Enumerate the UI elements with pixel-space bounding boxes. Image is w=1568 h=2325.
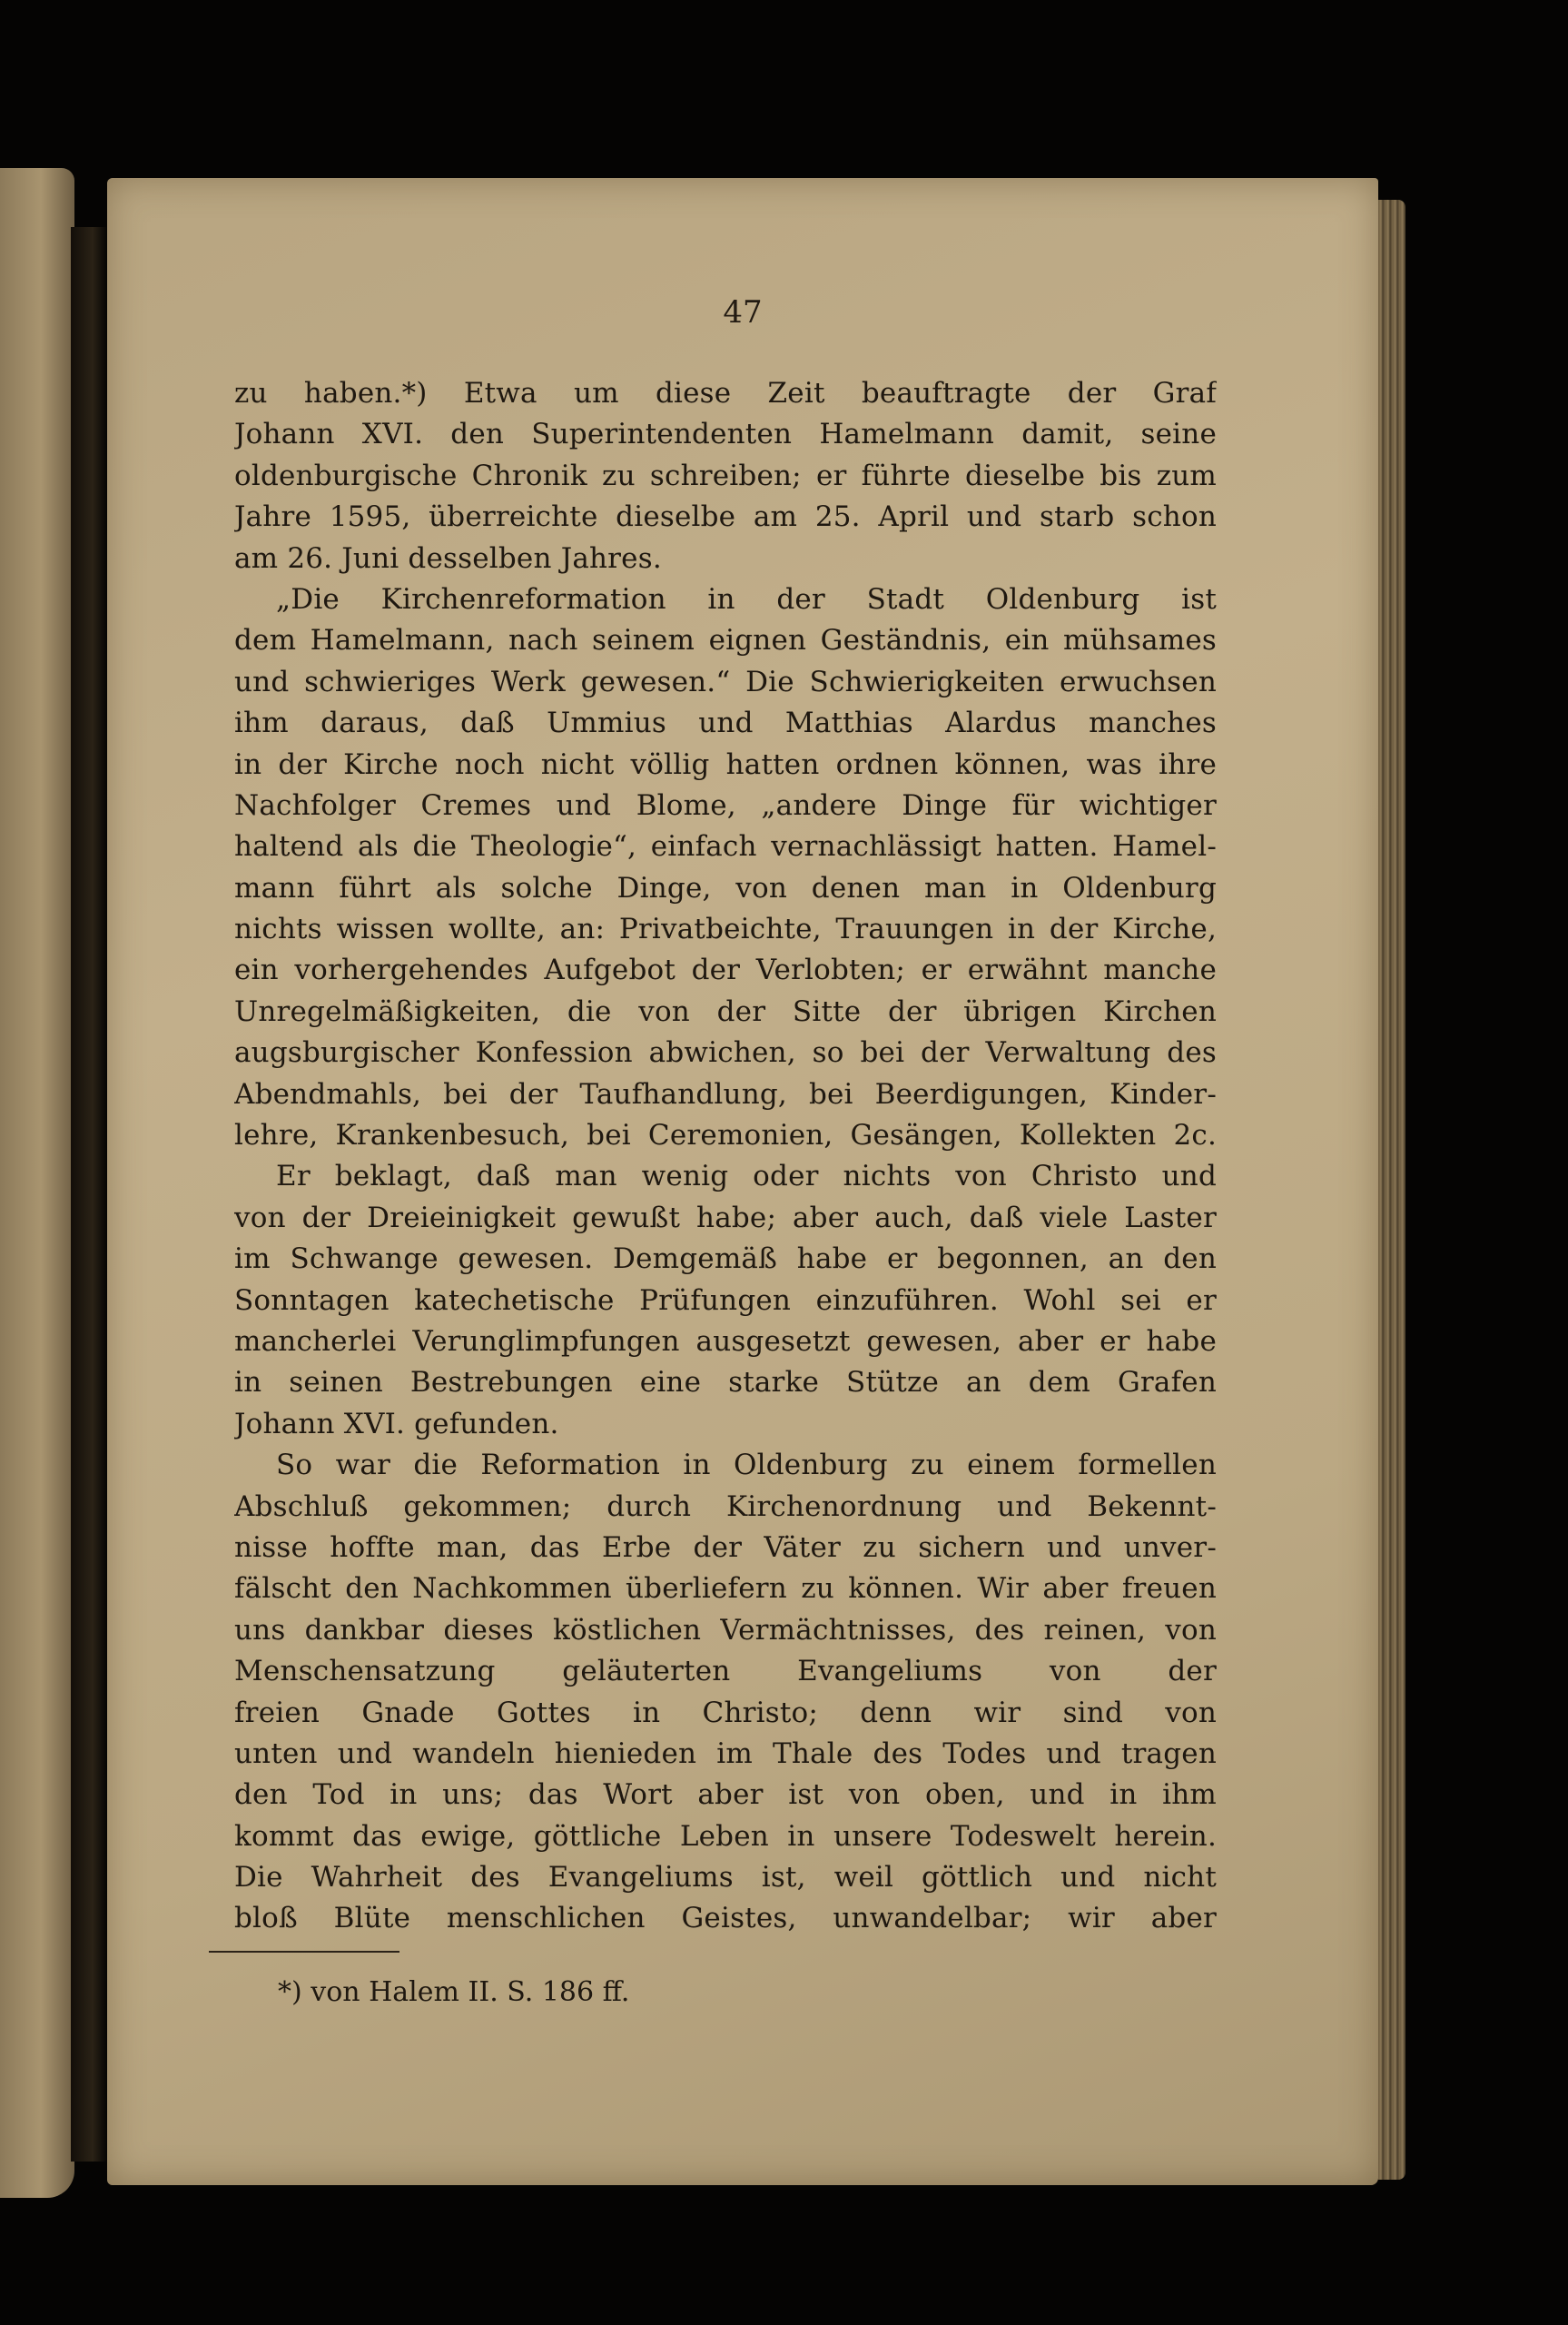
text-line: augsburgischer Konfession abwichen, so bei der Verwaltung des [234,1036,1217,1070]
text-line: in seinen Bestrebungen eine starke Stütze an dem Grafen [234,1366,1217,1400]
text-line: ihm daraus, daß Ummius und Matthias Alardus manches [234,707,1217,740]
text-line: im Schwange gewesen. Demgemäß habe er begonnen, an den [234,1242,1217,1276]
book-gutter [71,227,107,2162]
text-line: dem Hamelmann, nach seinem eignen Geständnis, ein mühsames [234,624,1217,658]
text-line: ein vorhergehendes Aufgebot der Verlobten; er erwähnt manche [234,954,1217,987]
text-line: bloß Blüte menschlichen Geistes, unwandelbar; wir aber [234,1902,1217,1935]
text-line: nisse hoffte man, das Erbe der Väter zu sichern und unver- [234,1530,1217,1564]
text-line: und schwieriges Werk gewesen.“ Die Schwierigkeiten erwuchsen [234,665,1217,698]
text-line: nichts wissen wollte, an: Privatbeichte, Trauungen in der Kirche, [234,913,1217,946]
text-line: oldenburgische Chronik zu schreiben; er führte dieselbe bis zum [234,459,1217,492]
text-line: Johann XVI. den Superintendenten Hamelmann damit, seine [234,418,1217,451]
text-line: So war die Reformation in Oldenburg zu einem formellen [276,1449,1217,1482]
text-line: kommt das ewige, göttliche Leben in unsere Todeswelt herein. [234,1819,1217,1853]
footnote: *) von Halem II. S. 186 ff. [278,1976,630,2008]
text-line: „Die Kirchenreformation in der Stadt Oldenburg ist [276,582,1217,616]
text-line: den Tod in uns; das Wort aber ist von oben, und in ihm [234,1778,1217,1812]
text-line: mann führt als solche Dinge, von denen man in Oldenburg [234,871,1217,905]
text-line: Sonntagen katechetische Prüfungen einzuführen. Wohl sei er [234,1283,1217,1317]
text-line: am 26. Juni desselben Jahres. [234,541,662,575]
page-number: 47 [723,294,763,331]
text-line: unten und wandeln hienieden im Thale des Todes und tragen [234,1736,1217,1770]
text-line: Johann XVI. gefunden. [234,1407,559,1440]
text-line: Unregelmäßigkeiten, die von der Sitte der übrigen Kirchen [234,994,1217,1028]
text-line: haltend als die Theologie“, einfach vernachlässigt hatten. Hamel- [234,830,1217,864]
text-line: fälscht den Nachkommen überliefern zu können. Wir aber freuen [234,1572,1217,1606]
text-line: in der Kirche noch nicht völlig hatten ordnen können, was ihre [234,747,1217,781]
text-line: Die Wahrheit des Evangeliums ist, weil göttlich und nicht [234,1861,1217,1895]
text-line: Abschluß gekommen; durch Kirchenordnung und Bekennt- [234,1489,1217,1523]
body-text [234,373,1217,1940]
page-stack-edge [1378,200,1405,2180]
text-line: lehre, Krankenbesuch, bei Ceremonien, Gesängen, Kollekten 2c. [234,1119,1217,1153]
text-line: Nachfolger Cremes und Blome, „andere Dinge für wichtiger [234,788,1217,822]
facing-page-edge [0,168,74,2198]
text-line: Menschensatzung geläuterten Evangeliums von der [234,1655,1217,1688]
text-line: uns dankbar dieses köstlichen Vermächtnisses, des reinen, von [234,1613,1217,1647]
text-line: Er beklagt, daß man wenig oder nichts von Christo und [276,1160,1217,1193]
text-line: Jahre 1595, überreichte dieselbe am 25. April und starb schon [234,500,1217,534]
text-line: Abendmahls, bei der Taufhandlung, bei Beerdigungen, Kinder- [234,1077,1217,1111]
text-line: zu haben.*) Etwa um diese Zeit beauftragte der Graf [234,377,1217,410]
book-page [107,178,1378,2185]
footnote-divider [209,1951,399,1953]
text-line: von der Dreieinigkeit gewußt habe; aber auch, daß viele Laster [234,1201,1217,1234]
text-line: mancherlei Verunglimpfungen ausgesetzt gewesen, aber er habe [234,1324,1217,1358]
text-line: freien Gnade Gottes in Christo; denn wir sind von [234,1696,1217,1729]
